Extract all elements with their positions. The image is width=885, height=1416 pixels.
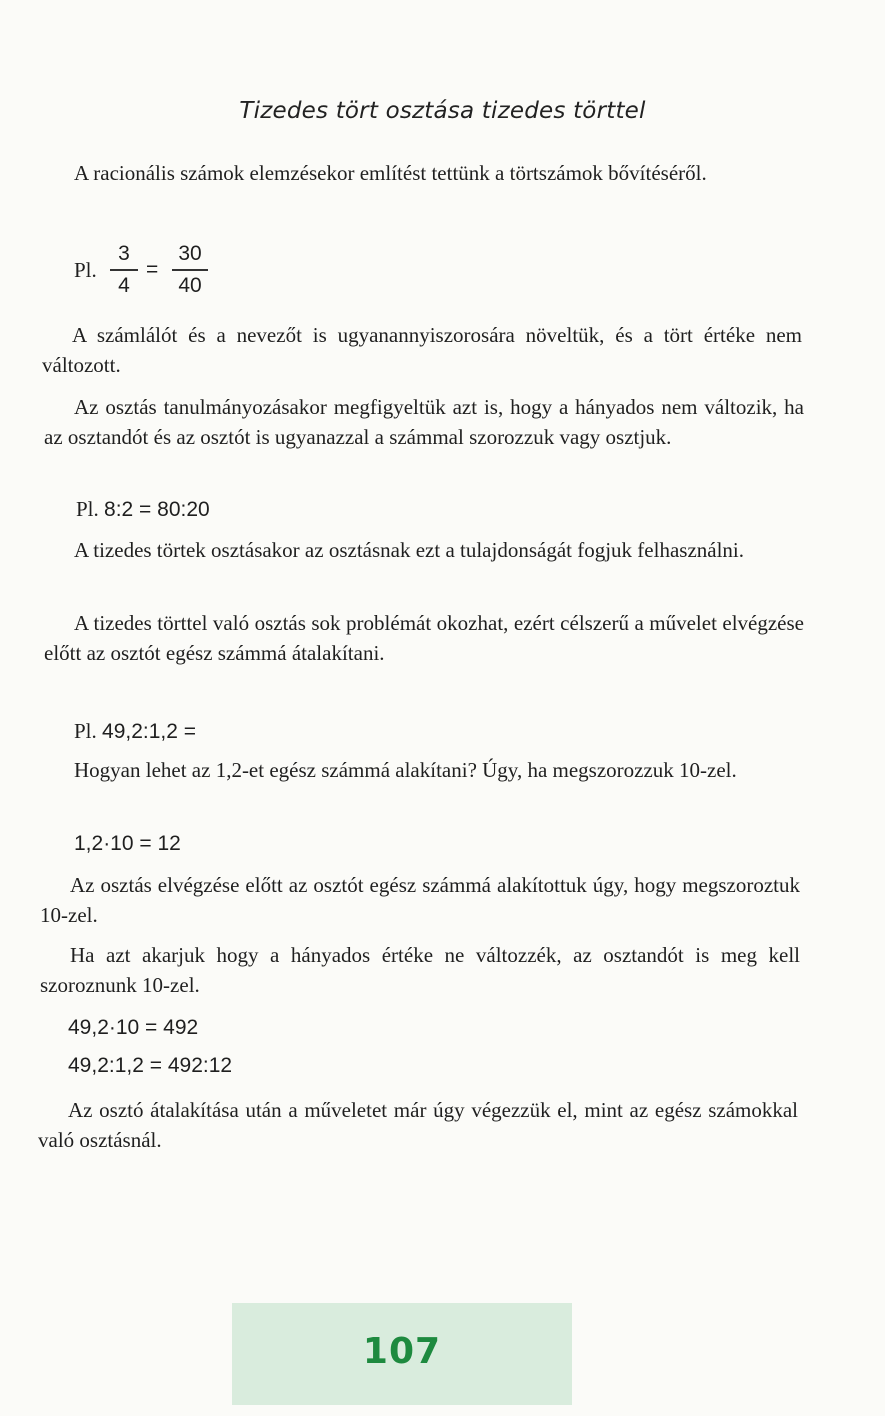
paragraph-usage-text: A tizedes törtek osztásakor az osztásnak ezt a tulajdonságát fogjuk felhasználni.: [74, 538, 745, 562]
calc-expression: 1,2·10 = 12: [74, 832, 181, 855]
example-prefix: Pl.: [74, 258, 97, 282]
paragraph-division-property-text: Az osztás tanulmányozásakor megfigyeltük azt is, hogy a hányados nem változik, ha az osztandót és az osztót is ugyanazzal a számmal szorozzuk vagy osztjuk.: [44, 395, 804, 449]
example-expression: 8:2 = 80:20: [104, 498, 210, 521]
footer-band: [232, 1303, 572, 1405]
paragraph-division-property: [44, 392, 804, 452]
denominator: 40: [178, 273, 202, 297]
numerator: 3: [118, 242, 130, 265]
fraction-bar: [172, 269, 208, 271]
paragraph-conclusion-text: Az osztó átalakítása után a műveletet már úgy végezzük el, mint az egész számokkal való osztásnál.: [38, 1098, 798, 1152]
paragraph-divisor-converted: [40, 870, 800, 930]
paragraph-intro: [44, 158, 804, 188]
example-expression: 49,2:1,2 =: [102, 720, 197, 743]
page-title: Tizedes tört osztása tizedes törttel: [239, 98, 646, 124]
fraction-right: [170, 240, 210, 300]
paragraph-question: [44, 755, 804, 785]
paragraph-intro-text: A racionális számok elemzésekor említést tettünk a törtszámok bővítéséről.: [74, 161, 707, 185]
calc-expression: 49,2·10 = 492: [68, 1016, 199, 1039]
paragraph-dividend-text: Ha azt akarjuk hogy a hányados értéke ne változzék, az osztandót is meg kell szoroznunk 10-zel.: [40, 943, 800, 997]
calc-line-2: [68, 1012, 198, 1043]
example-8-2: [76, 494, 210, 525]
fraction-left: [108, 240, 140, 300]
paragraph-expansion-text: A számlálót és a nevezőt is ugyanannyiszorosára növeltük, és a tört értéke nem változott.: [42, 323, 802, 377]
paragraph-question-text: Hogyan lehet az 1,2-et egész számmá alakítani? Úgy, ha megszorozzuk 10-zel.: [74, 758, 737, 782]
calc-expression: 49,2:1,2 = 492:12: [68, 1054, 233, 1077]
denominator: 4: [118, 273, 130, 297]
example-prefix: Pl.: [74, 719, 97, 743]
paragraph-expansion: [42, 320, 802, 380]
paragraph-problem-text: A tizedes törttel való osztás sok problémát okozhat, ezért célszerű a művelet elvégzése előtt az osztót egész számmá átalakítani.: [44, 611, 804, 665]
example-prefix: Pl.: [76, 497, 99, 521]
paragraph-conclusion: [38, 1095, 798, 1155]
equals-sign: =: [146, 258, 159, 281]
paragraph-dividend: [40, 940, 800, 1000]
fraction-bar: [110, 269, 138, 271]
paragraph-problem: [44, 608, 804, 668]
numerator: 30: [178, 242, 202, 265]
paragraph-usage: [44, 535, 804, 565]
calc-line-3: [68, 1050, 232, 1081]
paragraph-divisor-converted-text: Az osztás elvégzése előtt az osztót egész számmá alakítottuk úgy, hogy megszoroztuk 10-zel.: [40, 873, 800, 927]
calc-line-1: [74, 828, 181, 859]
page-number: 107: [362, 1331, 442, 1372]
example-49-2: [74, 716, 196, 747]
